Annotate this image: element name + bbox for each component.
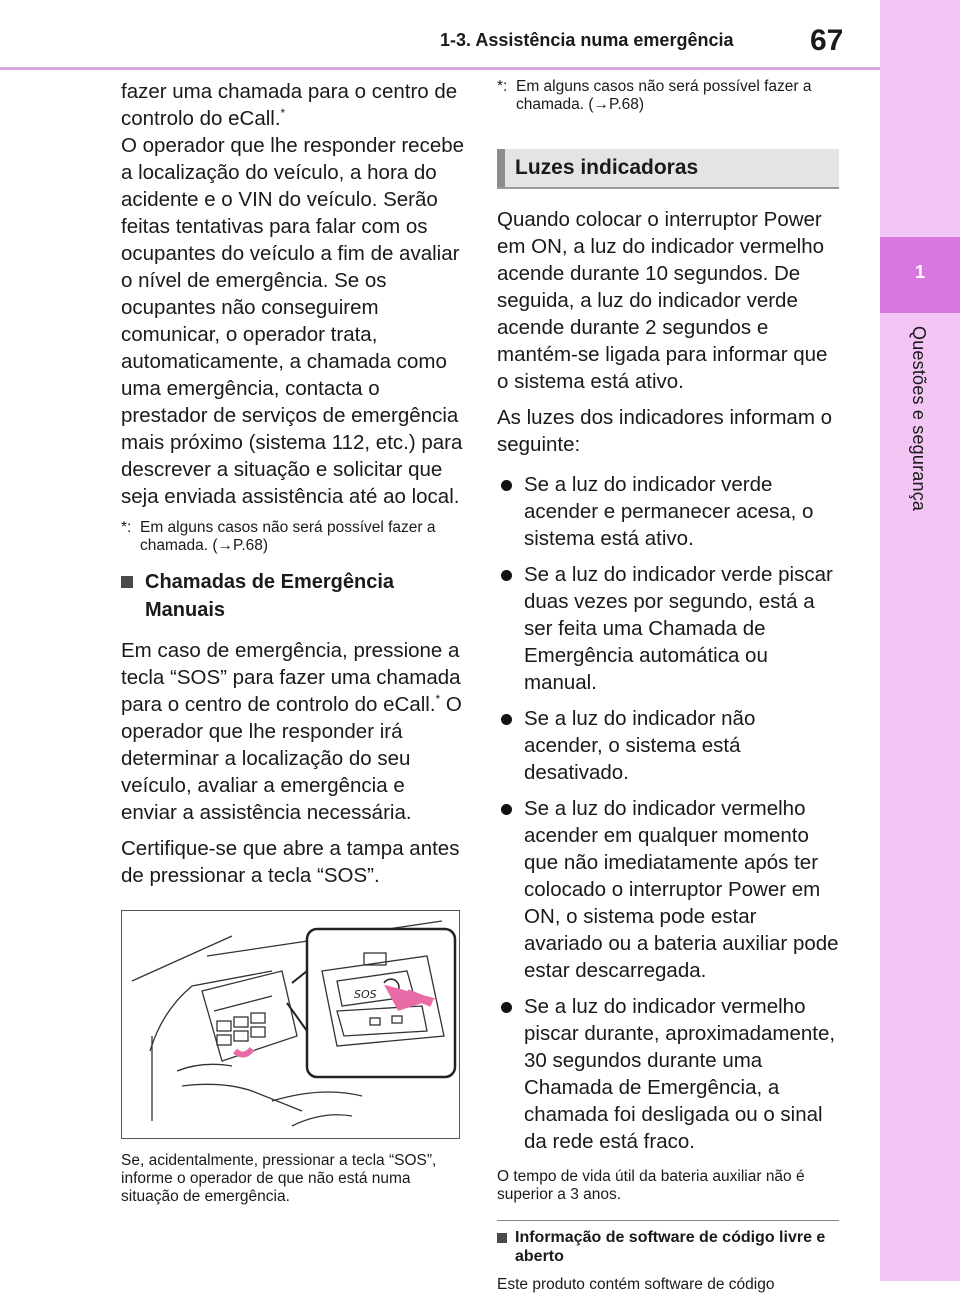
bullet-dot-icon	[497, 705, 524, 786]
chapter-label: Questões e segurança	[909, 326, 929, 512]
battery-note: O tempo de vida útil da bateria auxiliar não é superior a 3 anos.	[497, 1168, 805, 1203]
footnote-text: Em alguns casos não será possível fazer a chamada. (→P.68)	[140, 519, 436, 554]
footnote-ref: *	[435, 692, 441, 707]
square-bullet-icon	[497, 1228, 515, 1266]
indicator-intro-paragraph: Quando colocar o interruptor Power em ON, a luz do indicador vermelho acende durante 10 segundos. De seguida, a luz do indicador verde acende durante 2 segundos e mantém-se ligada para informar que o sistema está ativo.	[497, 208, 828, 393]
zoom-inset-frame	[307, 929, 455, 1077]
list-item: Se a luz do indicador vermelho acender em qualquer momento que não imediatamente após ter colocado o interruptor Power em ON, o sistema pode estar avariado ou a bateria auxiliar pode estar descarregada.	[497, 795, 839, 984]
bullet-dot-icon	[497, 795, 524, 984]
figure-caption: Se, acidentalmente, pressionar a tecla “SOS”, informe o operador de que não está numa situação de emergência.	[121, 1152, 437, 1205]
footnote-mark: *:	[497, 78, 508, 95]
overhead-console-drawing	[122, 911, 459, 1138]
indicator-meaning-paragraph: As luzes dos indicadores informam o seguinte:	[497, 406, 832, 456]
footnote-mark: *:	[121, 519, 132, 536]
section-heading-indicator-lights: Luzes indicadoras	[497, 149, 839, 189]
bullet-dot-icon	[497, 993, 524, 1155]
subheading-open-source: Informação de software de código livre e aberto	[497, 1228, 839, 1266]
chapter-number: 1	[914, 262, 925, 282]
page-number: 67	[810, 24, 844, 57]
bullet-dot-icon	[497, 471, 524, 552]
list-item: Se a luz do indicador vermelho piscar durante, aproximadamente, 30 segundos durante uma Chamada de Emergência, a chamada foi desligada ou o sinal da rede está fraco.	[497, 993, 839, 1155]
list-item: Se a luz do indicador verde piscar duas vezes por segundo, está a ser feita uma Chamada de Emergência automática ou manual.	[497, 561, 839, 696]
operator-paragraph: O operador que lhe responder recebe a localização do veículo, a hora do acidente e o VIN do veículo. Serão feitas tentativas para falar com os ocupantes do veículo a fim de avaliar o nível de emergência. Se os ocupantes não conseguirem comunicar, o operador trata, automaticamente, a chamada como uma emergência, contacta o prestador de serviços de emergência mais próximo (sistema 112, etc.) para descrever a situação e solicitar que seja enviada assistência até ao local.	[121, 134, 465, 508]
header-divider	[0, 67, 880, 70]
press-arrow-icon	[235, 1049, 252, 1055]
list-item: Se a luz do indicador não acender, o sistema está desativado.	[497, 705, 839, 786]
footnote	[497, 78, 839, 114]
left-column	[121, 78, 466, 1206]
footnote-ref: *	[280, 106, 286, 121]
footnote	[121, 519, 466, 555]
sos-button-illustration	[121, 910, 460, 1139]
intro-paragraph: fazer uma chamada para o centro de controlo do eCall.*	[121, 80, 458, 130]
list-item: Se a luz do indicador verde acender e permanecer acesa, o sistema está ativo.	[497, 471, 839, 552]
cover-paragraph: Certifique-se que abre a tampa antes de pressionar a tecla “SOS”.	[121, 837, 460, 887]
divider	[497, 1220, 839, 1221]
manual-call-paragraph: Em caso de emergência, pressione a tecla “SOS” para fazer uma chamada para o centro de controlo do eCall.* O operador que lhe responder irá determinar a localização do seu veículo, avaliar a emergência e enviar a assistência necessária.	[121, 639, 462, 824]
subheading-manual-calls: Chamadas de Emergência Manuais	[121, 568, 466, 624]
open-source-text: Este produto contém software de código	[497, 1276, 775, 1293]
section-title: 1-3. Assistência numa emergência	[440, 30, 734, 50]
bullet-dot-icon	[497, 561, 524, 696]
chapter-sidetab	[880, 0, 960, 1281]
footnote-text: Em alguns casos não será possível fazer a chamada. (→P.68)	[516, 78, 812, 113]
sos-key-label: SOS	[354, 988, 377, 1001]
square-bullet-icon	[121, 568, 145, 624]
right-column	[497, 78, 839, 1294]
